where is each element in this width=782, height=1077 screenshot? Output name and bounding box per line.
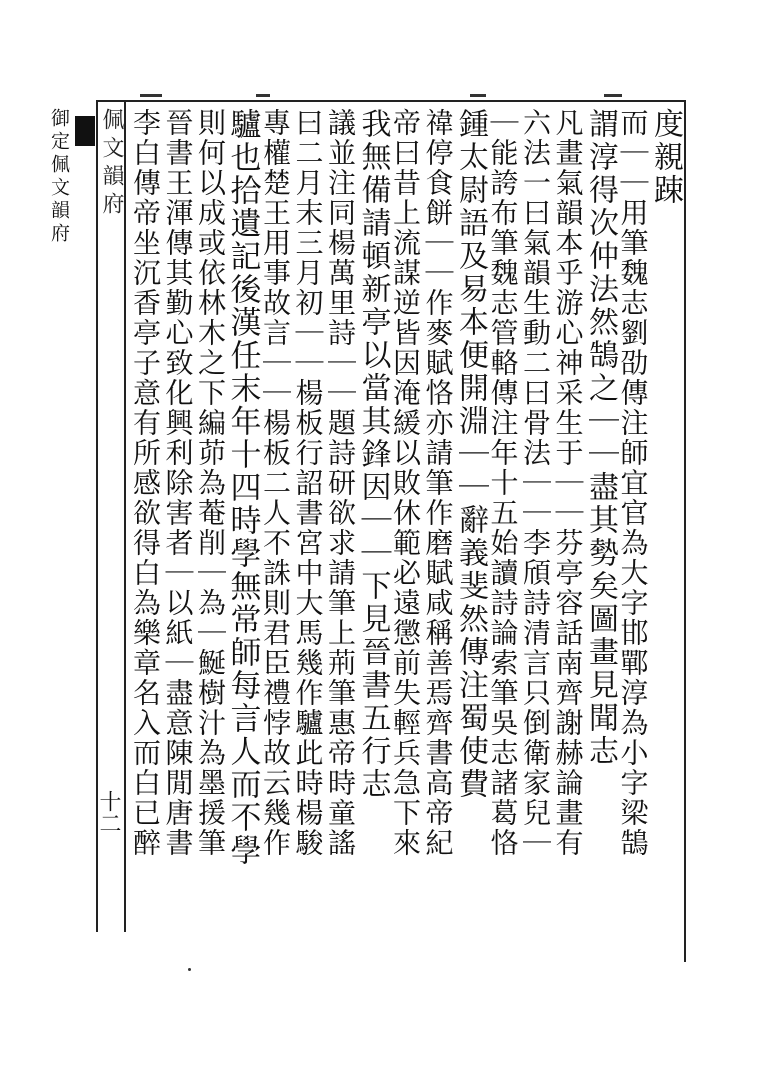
text-column: 鍾太尉語及易本便開淵｜｜辭義斐然傳注蜀使費 [453,108,488,801]
book-title: 佩文韻府 [99,108,124,220]
border-tick [256,94,270,97]
text-column: 李白傳帝坐沉香亭子意有所感欲得白為樂章名入而白已醉 [129,108,162,858]
text-column: 謂淳得次仲法然鵠之｜｜盡其勢矣圖畫見聞志 [583,108,618,768]
top-border [96,100,686,102]
page-number: 十二 [96,790,121,834]
text-column: 禕停食餅｜｜作麥賦恪亦請筆作磨賦咸稱善焉齊書高帝紀 [421,108,455,858]
text-column: 驢也拾遺記後漢任末年十四時學無常師每言人而不學 [224,108,261,867]
text-column: 六法一曰氣韻生動二曰骨法｜｜李頎詩清言只倒衛家兒｜ [519,108,552,858]
text-column: 則何以成或依林木之下編茆為菴削｜為｜鯅樹汁為墨援筆 [194,108,227,858]
fishtail-mark [75,116,95,146]
text-column: 專權楚王用事故言｜｜楊板二人不誅則君臣禮悖故云幾作 [259,108,292,858]
text-column: ｜能誇布筆魏志管輅傳注年十五始讀詩論索筆吳志諸葛恪 [486,108,520,858]
border-tick [470,94,486,97]
text-column: 帝曰昔上流謀逆皆因淹緩以敗休範必遠懲前失輕兵急下來 [389,108,422,858]
border-tick [604,94,622,97]
text-column: 凡畫氣韻本乎游心神采生于｜｜芬亭容話南齊謝赫論畫有 [551,108,585,858]
border-tick [140,94,162,97]
text-column: 曰二月末三月初｜｜楊板行詔書宮中大馬幾作驢此時楊駿 [291,108,325,858]
ink-dot [188,968,191,971]
text-column: 議並注同楊萬里詩｜｜題詩研欲求請筆上荊筆惠帝時童謠 [324,108,357,858]
right-border [684,102,686,962]
book-subtitle: 御定佩文韻府 [48,108,70,246]
text-column: 度親踈 [648,108,683,207]
text-column: 我無備請頓新亭以當其鋒因｜｜下見晉書五行志 [355,108,391,801]
text-column: 晉書王渾傳其勤心致化興利除害者｜以紙｜盡意陳閒唐書 [161,108,195,858]
text-column: 而｜｜用筆魏志劉劭傳注師宜官為大字邯鄲淳為小字梁鵠 [616,108,650,858]
